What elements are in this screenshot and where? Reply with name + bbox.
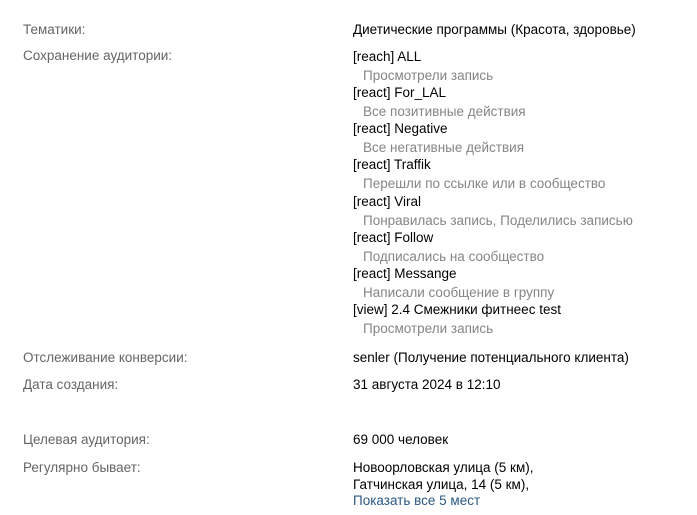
target-audience-value: 69 000 человек: [353, 432, 449, 447]
audience-item-desc: Все негативные действия: [363, 140, 525, 155]
created-value: 31 августа 2024 в 12:10: [353, 377, 501, 392]
audience-item: [353, 301, 683, 337]
topics-value: Диетические программы (Красота, здоровье): [353, 22, 636, 37]
audience-item-name: [react] Follow: [353, 230, 434, 245]
audience-item-name: [react] Traffik: [353, 157, 431, 172]
audience-item-desc: Все позитивные действия: [363, 104, 526, 119]
audience-item-desc: Просмотрели запись: [363, 321, 494, 336]
conversion-label: Отслеживание конверсии:: [23, 350, 188, 365]
topics-label: Тематики:: [23, 22, 86, 37]
audience-item-name: [react] For_LAL: [353, 85, 447, 100]
audience-item: [353, 120, 683, 156]
created-label: Дата создания:: [23, 377, 119, 392]
audience-item-desc: Подписались на сообщество: [363, 249, 545, 264]
audience-item-name: [reach] ALL: [353, 49, 422, 64]
regular-place: Гатчинская улица, 14 (5 км),: [353, 477, 530, 492]
audience-item-name: [react] Negative: [353, 121, 448, 136]
target-audience-label: Целевая аудитория:: [23, 432, 150, 447]
conversion-value: senler (Получение потенциального клиента): [353, 350, 629, 365]
show-all-places-link[interactable]: Показать все 5 мест: [353, 493, 481, 508]
audience-item: [353, 265, 683, 301]
audience-item-desc: Перешли по ссылке или в сообщество: [363, 176, 606, 191]
audience-item-name: [react] Messange: [353, 266, 457, 281]
regular-place: Новоорловская улица (5 км),: [353, 460, 534, 475]
audience-item-desc: Написали сообщение в группу: [363, 285, 555, 300]
regular-places-label: Регулярно бывает:: [23, 460, 141, 475]
audience-save-label: Сохранение аудитории:: [23, 48, 173, 63]
audience-item-desc: Понравилась запись, Поделились записью: [363, 213, 633, 228]
audience-item: [353, 84, 683, 120]
audience-item-desc: Просмотрели запись: [363, 68, 494, 83]
audience-item-name: [view] 2.4 Смежники фитнеес test: [353, 302, 561, 317]
audience-item: [353, 229, 683, 265]
audience-item: [353, 48, 683, 84]
audience-item: [353, 156, 683, 192]
audience-item: [353, 193, 683, 229]
audience-item-name: [react] Viral: [353, 194, 422, 209]
